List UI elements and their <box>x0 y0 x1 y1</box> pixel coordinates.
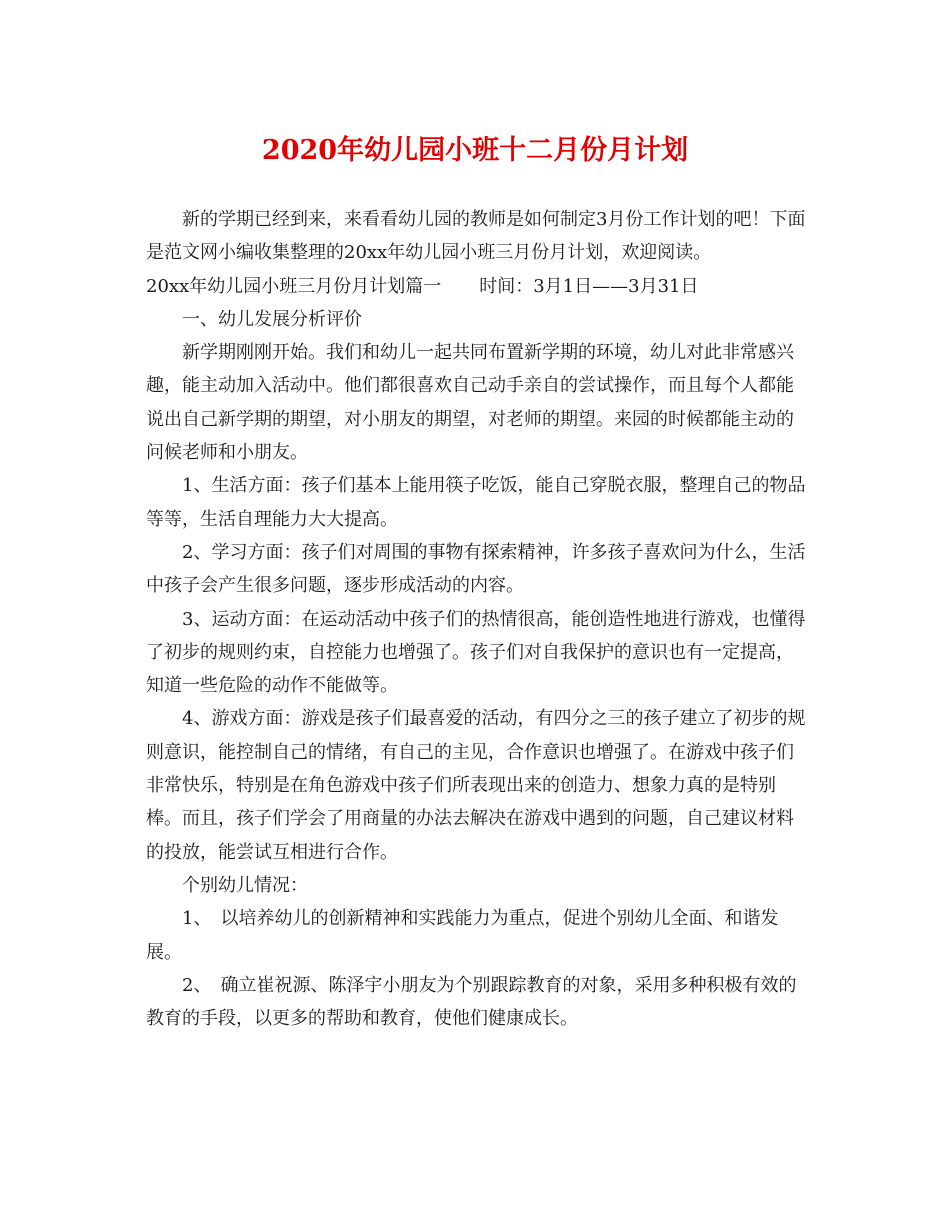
sport-item: 3、运动方面：在运动活动中孩子们的热情很高，能创造性地进行游戏，也懂得了初步的规则约束，自控能力也增强了。孩子们对自我保护的意识也有一定提高，知道一些危险的动作不能做等。 <box>146 608 806 697</box>
overview-paragraph: 新学期刚刚开始。我们和幼儿一起共同布置新学期的环境，幼儿对此非常感兴趣，能主动加入活动中。他们都很喜欢自己动手亲自的尝试操作，而且每个人都能说出自己新学期的期望，对小朋友的期望，对老师的期望。来园的时候都能主动的问候老师和小朋友。 <box>146 342 794 464</box>
plan-heading-line <box>146 270 806 303</box>
game-item: 4、游戏方面：游戏是孩子们最喜爱的活动，有四分之三的孩子建立了初步的规则意识，能控制自己的情绪，有自己的主见，合作意识也增强了。在游戏中孩子们非常快乐，特别是在角色游戏中孩子们所表现出来的创造力、想象力真的是特别棒。而且，孩子们学会了用商量的办法去解决在游戏中遇到的问题，自己建议材料的投放，能尝试互相进行合作。 <box>146 708 806 863</box>
individual-item-1: 1、 以培养幼儿的创新精神和实践能力为重点，促进个别幼儿全面、和谐发展。 <box>146 908 779 963</box>
study-item: 2、学习方面：孩子们对周围的事物有探索精神，许多孩子喜欢问为什么，生活中孩子会产生很多问题，逐步形成活动的内容。 <box>146 541 806 597</box>
life-item: 1、生活方面：孩子们基本上能用筷子吃饭，能自己穿脱衣服，整理自己的物品等等，生活自理能力大大提高。 <box>146 475 806 530</box>
individual-item-2: 2、 确立崔祝源、陈泽宇小朋友为个别跟踪教育的对象，采用多种积极有效的教育的手段，以更多的帮助和教育，使他们健康成长。 <box>146 974 797 1030</box>
plan-time: 时间：3月1日——3月31日 <box>479 275 699 297</box>
section-heading: 一、幼儿发展分析评价 <box>182 308 362 330</box>
intro-paragraph: 新的学期已经到来，来看看幼儿园的教师是如何制定3月份工作计划的吧！下面是范文网小编收集整理的20xx年幼儿园小班三月份月计划，欢迎阅读。 <box>146 209 806 264</box>
document-body <box>146 203 806 1035</box>
document-title: 2020年幼儿园小班十二月份月计划 <box>261 135 689 166</box>
plan-heading: 20xx年幼儿园小班三月份月计划篇一 <box>146 275 442 297</box>
individual-heading: 个别幼儿情况： <box>182 874 308 896</box>
